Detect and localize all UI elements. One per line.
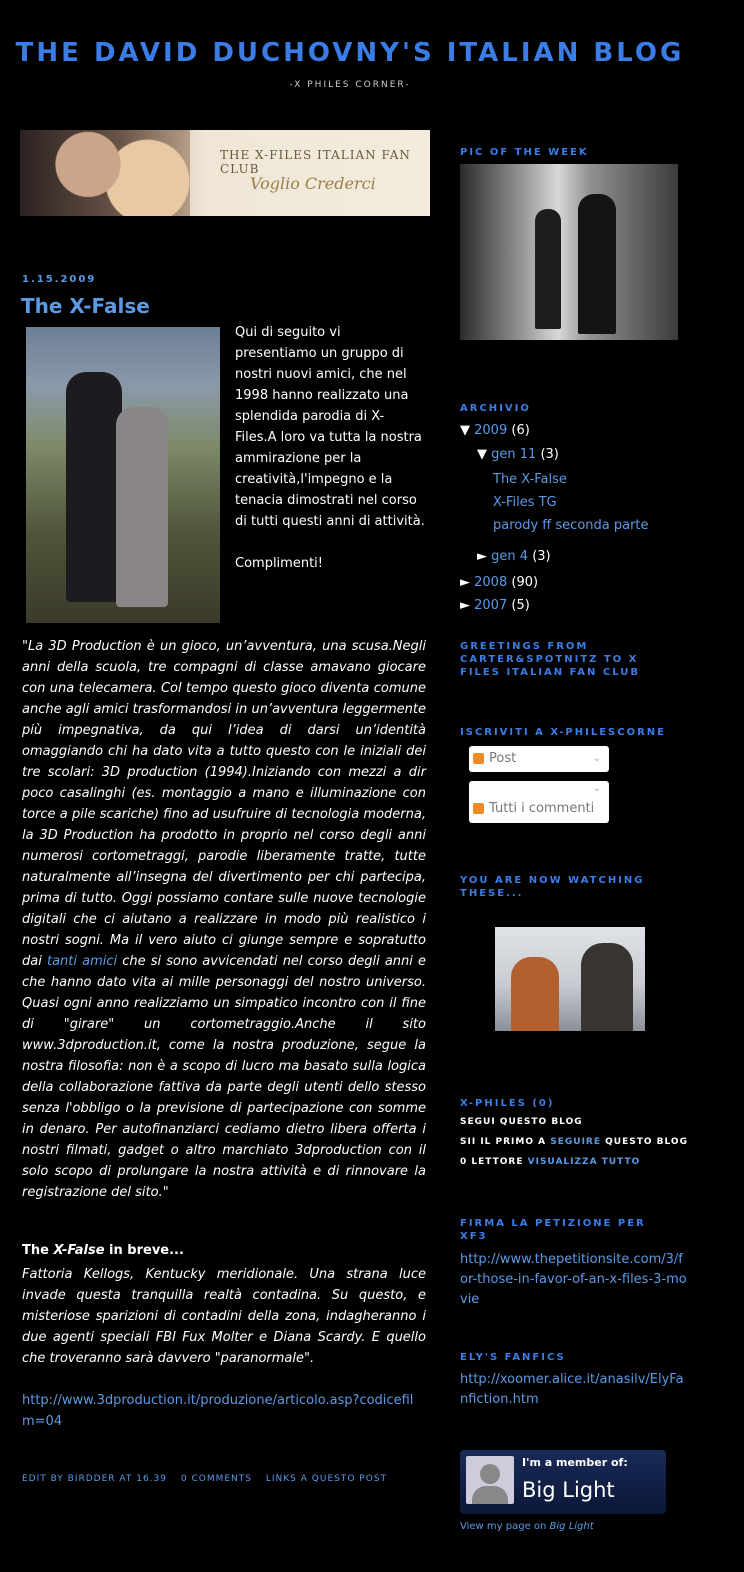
banner-subtitle: Voglio Crederci: [250, 174, 376, 193]
watching-image[interactable]: [495, 927, 645, 1031]
post-quote: [22, 636, 426, 1203]
chevron-down-icon: ⌄: [592, 783, 601, 794]
readers-text: [460, 1157, 640, 1167]
feed-posts-dropdown[interactable]: [469, 746, 609, 772]
rss-icon: [473, 803, 484, 814]
post-intro: [235, 322, 425, 574]
production-link[interactable]: http://www.3dproduction.it/produzione/articolo.asp?codicefilm=04: [22, 1393, 414, 1429]
follow-text: SII IL PRIMO A: [460, 1137, 551, 1147]
post-intro-text: Qui di seguito vi presentiamo un gruppo di nostri nuovi amici, che nel 1998 hanno realizzato una splendida parodia di X-Files.A loro va tutta la nostra ammirazione per la creatività,l'impegno e la tenacia dimostrati nel corso di tutti questi anni di attività.: [235, 325, 425, 529]
archive-post-link[interactable]: X-Files TG: [493, 495, 557, 510]
avatar: [466, 1456, 514, 1504]
brief-text: Fattoria Kellogs, Kentucky meridionale. Una strana luce invade questa tranquilla realtà contadina. Su questo, e misteriose sparizioni di contadini della zona, indagheranno i due agenti speciali FBI Fux Molter e Diana Scardy. E quello che troveranno sarà davvero "paranormale".: [22, 1267, 426, 1366]
archive-heading: ARCHIVIO: [460, 403, 531, 414]
archive-2007[interactable]: [460, 598, 530, 613]
archive-month-link[interactable]: gen 11: [491, 447, 537, 462]
feed-comments-label: Tutti i commenti: [489, 801, 595, 816]
chevron-down-icon: ⌄: [592, 753, 601, 764]
brief-prefix: The: [22, 1243, 54, 1258]
watching-figure: [581, 943, 633, 1031]
post-author: EDIT BY BIRDDER AT 16.39: [22, 1474, 167, 1484]
fanfics-heading: ELY'S FANFICS: [460, 1352, 566, 1363]
brief-suffix: in breve...: [104, 1243, 184, 1258]
tanti-amici-link[interactable]: tanti amici: [46, 954, 118, 969]
pic-of-week-heading: PIC OF THE WEEK: [460, 147, 589, 158]
follow-link[interactable]: SEGUIRE: [550, 1137, 602, 1147]
expand-arrow-icon[interactable]: ►: [477, 549, 487, 564]
blog-title[interactable]: THE DAVID DUCHOVNY'S ITALIAN BLOG: [15, 38, 685, 68]
archive-count: (90): [511, 575, 539, 590]
expand-arrow-icon[interactable]: ►: [460, 598, 470, 613]
feed-comments-dropdown[interactable]: [469, 781, 609, 823]
banner-title: THE X-FILES ITALIAN FAN CLUB: [220, 148, 411, 176]
petition-heading: FIRMA LA PETIZIONE PER XF3: [460, 1218, 646, 1242]
archive-year-link[interactable]: 2009: [474, 423, 508, 438]
view-all-link[interactable]: VISUALIZZA TUTTO: [527, 1157, 641, 1167]
archive-gen4[interactable]: [477, 549, 551, 564]
post-footer: [22, 1474, 387, 1484]
expand-arrow-icon[interactable]: ▼: [460, 423, 470, 438]
greetings-heading[interactable]: GREETINGS FROM CARTER&SPOTNITZ TO X FILES ITALIAN FAN CLUB: [460, 641, 640, 678]
post-title[interactable]: The X-False: [21, 294, 150, 318]
archive-count: (5): [511, 598, 530, 613]
comments-link[interactable]: 0 COMMENTS: [180, 1474, 252, 1484]
archive-month-link[interactable]: gen 4: [491, 549, 529, 564]
archive-post-link[interactable]: parody ff seconda parte: [493, 518, 649, 533]
archive-count: (3): [532, 549, 551, 564]
backlinks-link[interactable]: LINKS A QUESTO POST: [265, 1474, 388, 1484]
fan-club-banner[interactable]: [20, 130, 430, 216]
big-light-badge[interactable]: [460, 1450, 666, 1514]
photo-figure: [66, 372, 122, 602]
feed-posts-label: Post: [489, 751, 517, 766]
watching-figure: [511, 957, 559, 1031]
rss-icon: [473, 753, 484, 764]
badge-footer: [460, 1521, 594, 1532]
pic-figure: [578, 194, 616, 334]
archive-count: (6): [511, 423, 530, 438]
badge-foot-text: View my page on: [460, 1521, 550, 1532]
quote-text: "La 3D Production è un gioco, un’avventura, una scusa.Negli anni della scuola, tre compagni di classe amavano giocare con una telecamera. Col tempo questo gioco diventa comune anche agli amici trasformandosi in un’avventura leggermente più impegnativa, da qui l’idea di darsi un’identità omaggiando chi ha dato vita a tutto questo con le iniziali dei tre scolari: 3D production (1994).Iniziando con mezzi a dir poco casalinghi (es. montaggio a mano e illuminazione con torce a pile scariche) fino ad usufruire di tecnologia moderna, la 3D Production ha prodotto in proprio nel corso degli anni numerosi cortometraggi, parodie liberamente tratte, tutte naturalmente all’insegna del divertimento per chi partecipa, prima di tutto. Oggi possiamo contare sulle nuove tecnologie digitali che ci aiutano a realizzare in modo più realistico i nostri sogni. Ma il vero aiuto ci giunge sempre e sopratutto dai: [22, 639, 426, 969]
archive-year-link[interactable]: 2008: [474, 575, 508, 590]
brief-heading: [22, 1243, 184, 1258]
archive-gen11[interactable]: [477, 447, 559, 462]
followers-heading: X-PHILES (0): [460, 1098, 555, 1109]
badge-network-name: Big Light: [522, 1478, 615, 1502]
post-congrats: Complimenti!: [235, 556, 323, 571]
badge-member-text: I'm a member of:: [522, 1456, 628, 1469]
pic-of-week-image[interactable]: [460, 164, 678, 340]
follow-blog-link[interactable]: SEGUI QUESTO BLOG: [460, 1117, 583, 1127]
archive-post-link[interactable]: The X-False: [493, 472, 567, 487]
photo-figure: [116, 407, 168, 607]
post-photo[interactable]: [26, 327, 220, 623]
archive-year-link[interactable]: 2007: [474, 598, 508, 613]
archive-2009[interactable]: [460, 423, 530, 438]
follow-first-text: [460, 1137, 688, 1147]
follow-text: QUESTO BLOG: [601, 1137, 688, 1147]
post-date: 1.15.2009: [22, 274, 97, 285]
petition-link[interactable]: http://www.thepetitionsite.com/3/for-those-in-favor-of-an-x-files-3-movie: [460, 1252, 687, 1307]
banner-photo: [20, 130, 190, 216]
brief-title: X-False: [53, 1243, 105, 1258]
subscribe-heading: ISCRIVITI A X-PHILESCORNE: [460, 727, 666, 738]
watching-heading: YOU ARE NOW WATCHING THESE...: [460, 875, 645, 899]
archive-2008[interactable]: [460, 575, 538, 590]
pic-figure: [535, 209, 561, 329]
readers-count: 0 LETTORE: [460, 1157, 528, 1167]
archive-count: (3): [540, 447, 559, 462]
fanfics-link[interactable]: http://xoomer.alice.it/anasilv/ElyFanfiction.htm: [460, 1372, 684, 1407]
blog-description: -X PHILES CORNER-: [289, 80, 411, 90]
expand-arrow-icon[interactable]: ▼: [477, 447, 487, 462]
expand-arrow-icon[interactable]: ►: [460, 575, 470, 590]
quote-text: che si sono avvicendati nel corso degli anni e che hanno dato vita ai mille personaggi del nostro universo. Quasi ogni anno realizziamo un simpatico incontro con il fine di "girare" un cortometraggio.Anche il sito www.3dproduction.it, come la nostra produzione, segue la nostra filosofia: non è a scopo di lucro ma basato sulla logica della collaborazione fattiva da parte degli utenti dello stesso senza l'obbligo o la previsione di partecipazione con somme in denaro. Per autofinanziarci cediamo dietro libera offerta i nostri filmati, gadget o altro marchiato 3dproduction con il solo scopo di prolungare la nostra attività e di rinnovare la registrazione del sito.": [22, 954, 426, 1200]
big-light-link[interactable]: Big Light: [549, 1521, 594, 1532]
